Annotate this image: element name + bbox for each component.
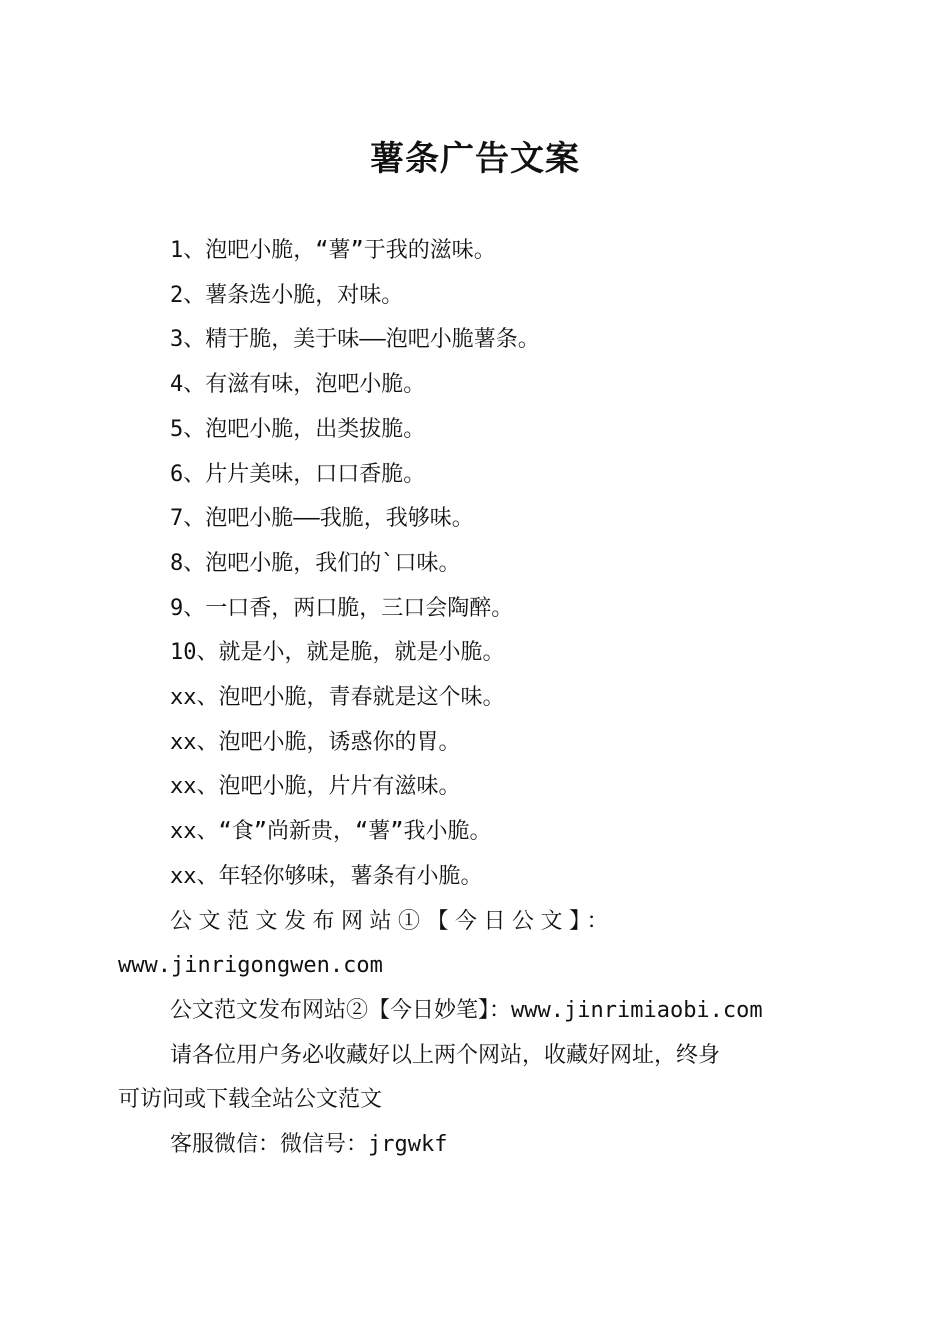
site2-line: 公文范文发布网站②【今日妙笔】：www.jinrimiaobi.com [170, 997, 763, 1023]
list-item: 4、有滋有味，泡吧小脆。 [170, 372, 426, 398]
site1-line: 公文范文发布网站①【今日公文】： [170, 908, 616, 934]
document-body [118, 229, 822, 1168]
list-item: 2、薯条选小脆，对味。 [170, 282, 404, 308]
list-item: 1、泡吧小脆，“薯”于我的滋味。 [170, 238, 496, 263]
site1-url: www.jinrigongwen.com [118, 953, 383, 979]
wechat-line: 客服微信：微信号：jrgwkf [170, 1132, 448, 1158]
list-item: 6、片片美味，口口香脆。 [170, 461, 426, 487]
list-item: xx、泡吧小脆，青春就是这个味。 [170, 685, 505, 711]
list-item: xx、“食”尚新贵，“薯”我小脆。 [170, 819, 492, 845]
list-item: 5、泡吧小脆，出类拔脆。 [170, 416, 426, 442]
list-item: 8、泡吧小脆，我们的`口味。 [170, 550, 461, 576]
notice-line-1: 请各位用户务必收藏好以上两个网站，收藏好网址，终身 [170, 1042, 721, 1068]
list-item: xx、泡吧小脆，片片有滋味。 [170, 774, 461, 800]
list-item: xx、泡吧小脆，诱惑你的胃。 [170, 729, 461, 755]
list-item: 9、一口香，两口脆，三口会陶醉。 [170, 595, 514, 621]
list-item: 7、泡吧小脆——我脆，我够味。 [170, 506, 474, 532]
list-item: 10、就是小，就是脆，就是小脆。 [170, 640, 505, 666]
list-item: xx、年轻你够味，薯条有小脆。 [170, 863, 483, 889]
notice-line-2: 可访问或下载全站公文范文 [118, 1087, 383, 1113]
list-item: 3、精于脆，美于味——泡吧小脆薯条。 [170, 327, 540, 353]
document-title: 薯条广告文案 [370, 139, 580, 179]
